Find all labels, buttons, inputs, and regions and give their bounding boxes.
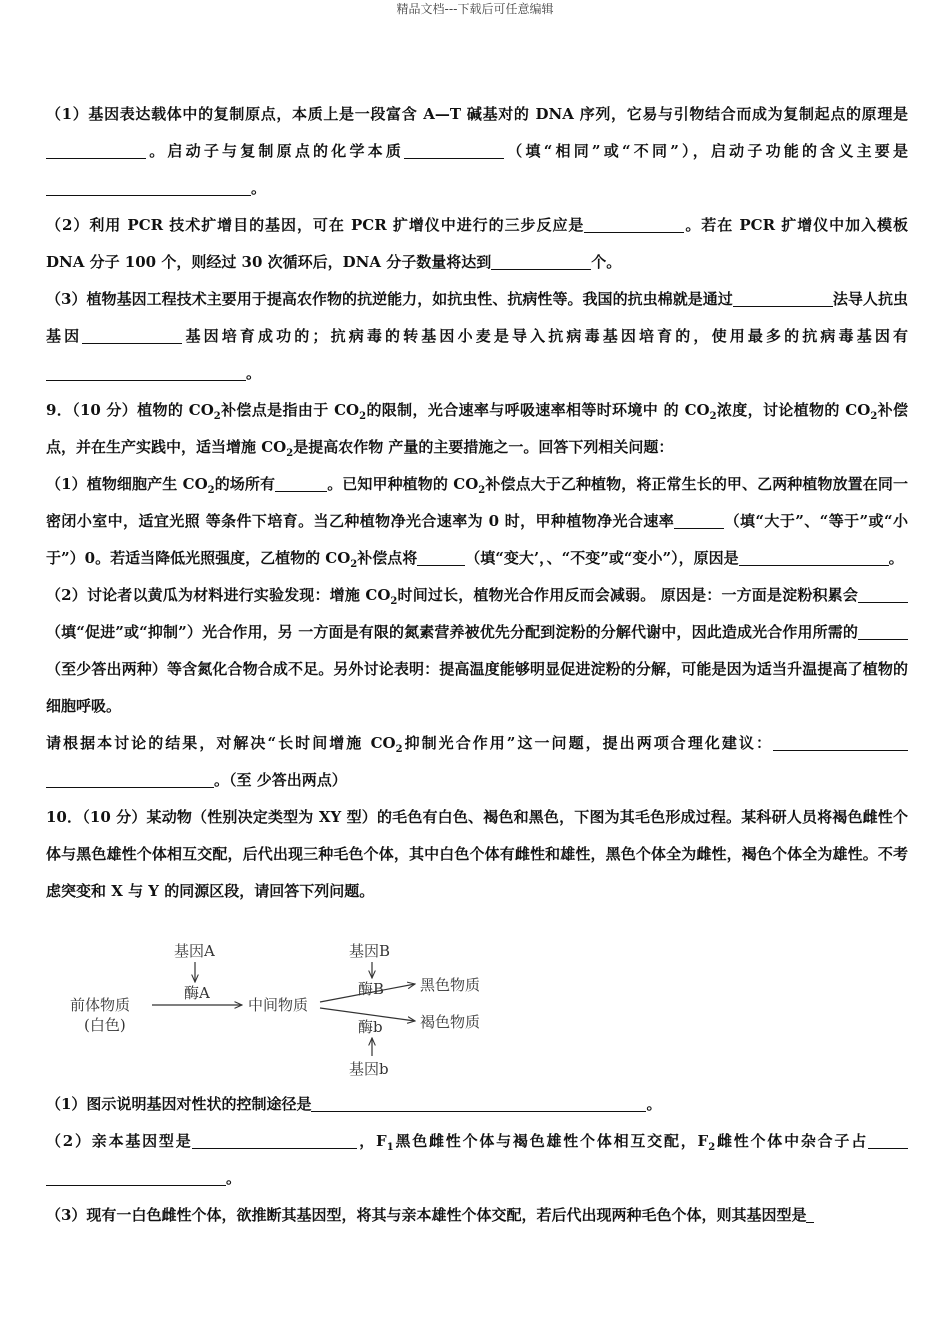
answer-blank[interactable]	[82, 325, 182, 344]
q9-part3: 请根据本讨论的结果，对解决“长时间增施 $CO_2$抑制光合作用”这一问题，提出两项合理化建议：。（至 少答出两点）	[46, 725, 908, 799]
intermediate-label: 中间物质	[248, 996, 309, 1014]
enzyme-a-label: 酶A	[184, 984, 210, 1002]
enzyme-b-lower-label: 酶b	[358, 1018, 383, 1036]
answer-blank[interactable]	[584, 214, 684, 233]
answer-blank[interactable]	[773, 732, 908, 751]
gene-a-label: 基因A	[174, 942, 215, 960]
enzyme-b-label: 酶B	[358, 980, 385, 998]
answer-blank[interactable]	[275, 473, 327, 492]
black-substance-label: 黑色物质	[420, 976, 481, 994]
q10-intro: 10．（10 分）某动物（性别决定类型为 XY 型）的毛色有白色、褐色和黑色，下图为其毛色形成过程。某科研人员将褐色雌性个体与黑色雄性个体相互交配，后代出现三种毛色个体，其中白色个体有雌性和雄性，黑色个体全为雌性，褐色个体全为雄性。不考虑突变和 X 与 Y 的同源区段，请回答下列问题。	[46, 808, 908, 900]
answer-blank[interactable]	[825, 288, 833, 307]
answer-blank[interactable]	[311, 1093, 646, 1112]
answer-blank[interactable]	[417, 547, 465, 566]
answer-blank[interactable]	[404, 140, 504, 159]
q10-part1: （1）图示说明基因对性状的控制途径是 。	[46, 1095, 662, 1113]
gene-pathway-diagram	[62, 932, 522, 1082]
answer-blank[interactable]	[46, 177, 251, 196]
precursor-label: 前体物质	[70, 996, 131, 1014]
q10-part2: （2）亲本基因型是 ，$F_1$黑色雌性个体与褐色雄性个体相互交配，$F_2$雌性个体中杂合子占。	[46, 1123, 908, 1197]
q8-part1: （1）基因表达载体中的复制原点，本质上是一段富含 A—T 碱基对的 DNA 序列，它易与引物结合而成为复制起点的原理是。启动子与复制原点的化学本质 （填“相同”或“不同”），启动子功能的含义主要是。	[46, 105, 908, 197]
answer-blank[interactable]	[46, 140, 146, 159]
q8-part3: （3）植物基因工程技术主要用于提高农作物的抗逆能力，如抗虫性、抗病性等。我国的抗虫棉就是通过 法导人抗虫基因 基因培育成功的；抗病毒的转基因小麦是导入抗病毒基因培育的，使用最多的抗病毒基因有。	[46, 290, 908, 382]
page-header: 精品文档---下载后可任意编辑	[396, 2, 554, 16]
brown-substance-label: 褐色物质	[420, 1013, 481, 1031]
answer-blank[interactable]	[674, 510, 724, 529]
answer-blank[interactable]	[806, 1204, 814, 1223]
answer-blank[interactable]	[733, 288, 825, 307]
q10-subquestions	[46, 1086, 908, 1234]
answer-blank[interactable]	[868, 1130, 908, 1149]
answer-blank[interactable]	[46, 1167, 226, 1186]
answer-blank[interactable]	[46, 362, 246, 381]
q10-part3: （3）现有一白色雌性个体，欲推断其基因型，将其与亲本雄性个体交配，若后代出现两种毛色个体，则其基因型是	[46, 1197, 908, 1234]
answer-blank[interactable]	[858, 621, 908, 640]
answer-blank[interactable]	[192, 1130, 357, 1149]
gene-b-lower-label: 基因b	[349, 1060, 389, 1078]
gene-b-label: 基因B	[349, 942, 391, 960]
answer-blank[interactable]	[858, 584, 908, 603]
answer-blank[interactable]	[46, 769, 214, 788]
answer-blank[interactable]	[491, 251, 591, 270]
answer-blank[interactable]	[739, 547, 889, 566]
question-body	[46, 96, 908, 910]
q9-intro: 9．（10 分）植物的 $CO_2$补偿点是指由于 $CO_2$的限制，光合速率与呼吸速率相等时环境中 的 $CO_2$浓度，讨论植物的 $CO_2$补偿点，并在生产实践中，适当增施 $CO_2$是提高农作物 产量的主要措施之一。回答下列相关问题：	[46, 401, 908, 459]
q8-part2: （2）利用 PCR 技术扩增目的基因，可在 PCR 扩增仪中进行的三步反应是 。若在 PCR 扩增仪中加入模板 DNA 分子 100 个，则经过 30 次循环后，DNA 分子数量将达到 个。	[46, 216, 908, 271]
q9-part1: （1）植物细胞产生 $CO_2$的场所有 。已知甲种植物的 $CO_2$补偿点大于乙种植物，将正常生长的甲、乙两种植物放置在同一密闭小室中，适宜光照 等条件下培育。当乙种植物净光合速率为 0 时，甲种植物净光合速率 （填“大于”、“等于”或“小于”）0。若适当降低光照强度，乙植物的 $CO_2$补偿点将 （填“变大’，、“不变”或“变小”），原因是 。	[46, 475, 908, 570]
precursor-color-label: (白色)	[84, 1016, 126, 1034]
q9-part2: （2）讨论者以黄瓜为材料进行实验发现：增施 $CO_2$时间过长，植物光合作用反而会减弱。 原因是：一方面是淀粉积累会（填“促进”或“抑制”）光合作用，另 一方面是有限的氮素营养被优先分配到淀粉的分解代谢中，因此造成光合作用所需的（至少答出两种）等含氮化合物合成不足。另外讨论表明：提高温度能够明显促进淀粉的分解，可能是因为适当升温提高了植物的细胞呼吸。	[46, 586, 908, 715]
